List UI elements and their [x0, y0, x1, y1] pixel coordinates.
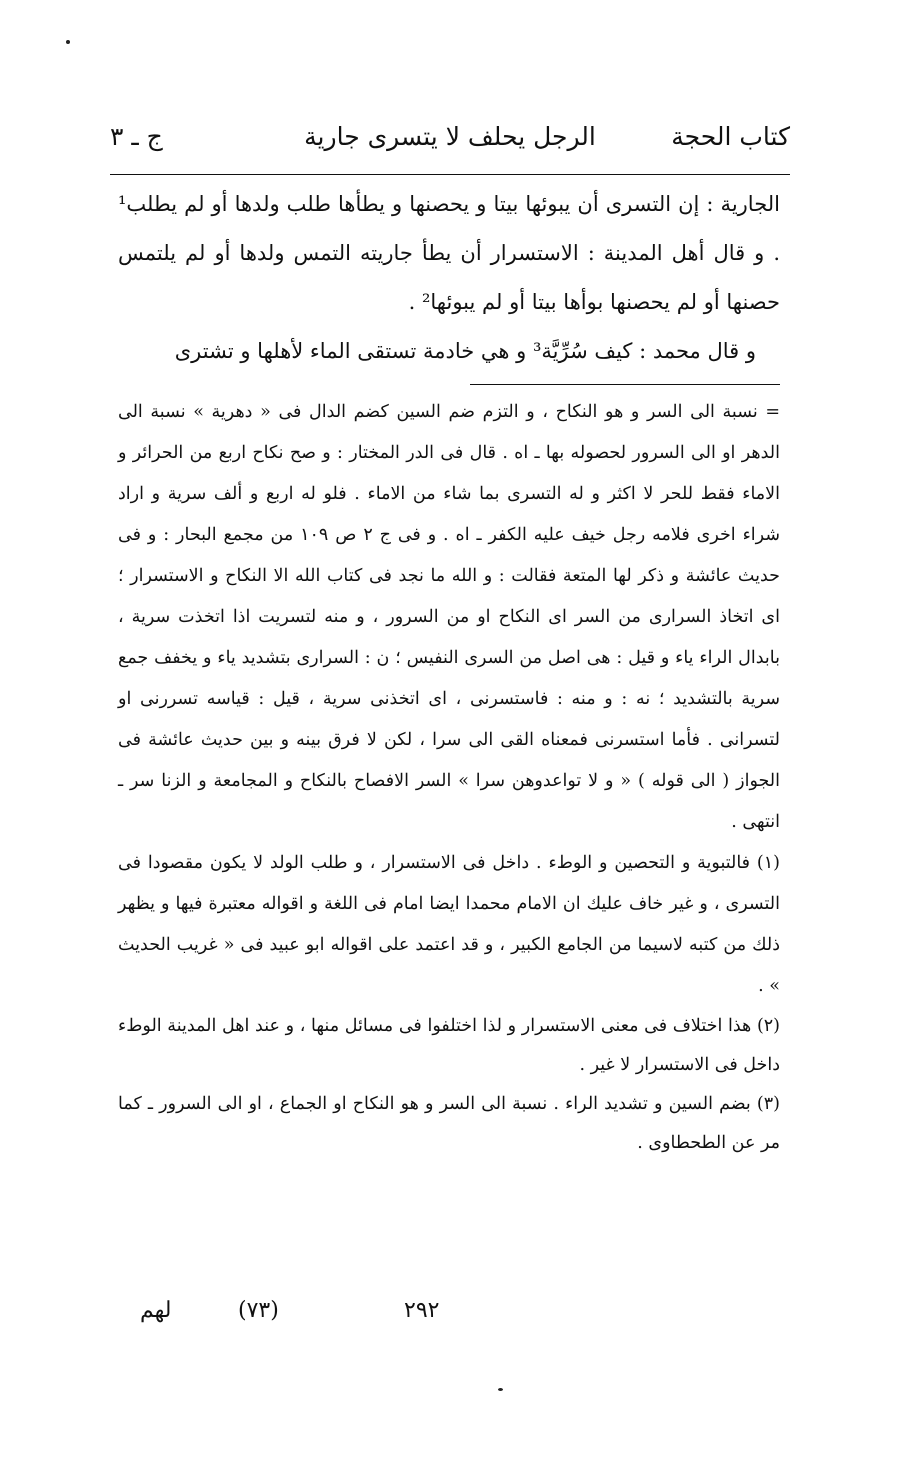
- header-book-title: كتاب الحجة: [671, 122, 790, 151]
- page-number: ٢٩٢: [404, 1298, 440, 1323]
- main-paragraph: و قال محمد : كيف سُرِّيَّة³ و هي خادمة تستقى الماء لأهلها و تشترى: [174, 339, 756, 363]
- footnote-2: (٢) هذا اختلاف فى معنى الاستسرار و لذا اختلفوا فى مسائل منها ، و عند اهل المدينة الوطء داخل فى الاستسرار لا غير .: [118, 1016, 780, 1075]
- main-text: [118, 180, 780, 376]
- sequence-number: (٧٣): [238, 1298, 279, 1323]
- footnote-1: (١) فالتبوية و التحصين و الوطء . داخل فى الاستسرار ، و طلب الولد لا يكون مقصودا فى التسرى ، و غير خاف عليك ان الامام محمدا ايضا امام فى اللغة و اقواله معتبرة فيها و يظهر ذلك من كتبه لاسيما من الجامع الكبير ، و قد اعتمد على اقواله ابو عبيد فى « غريب الحديث » .: [118, 853, 780, 996]
- footnotes: [118, 392, 780, 1163]
- header-rule: [110, 174, 790, 175]
- footnote-separator: [470, 384, 780, 385]
- header-volume: ج ـ ٣: [110, 122, 163, 151]
- scan-speck: [66, 40, 70, 44]
- signature-mark: لهم: [140, 1298, 172, 1323]
- main-paragraph: الجارية : إن التسرى أن يبوئها بيتا و يحصنها و يطأها طلب ولدها أو لم يطلب¹ . و قال أهل المدينة : الاستسرار أن يطأ جاريته التمس ولدها أو لم يلتمس حصنها أو لم يحصنها بوأها بيتا أو لم يبوئها² .: [118, 192, 780, 314]
- scan-speck: [498, 1388, 503, 1391]
- running-header: [110, 122, 790, 166]
- header-chapter-title: الرجل يحلف لا يتسرى جارية: [304, 122, 596, 151]
- footnote-3: (٣) بضم السين و تشديد الراء . نسبة الى السر و هو النكاح او الجماع ، او الى السرور ـ كما مر عن الطحطاوى .: [118, 1094, 780, 1153]
- footnote-continuation: = نسبة الى السر و هو النكاح ، و التزم ضم السين كضم الدال فى « دهرية » نسبة الى الدهر او الى السرور لحصوله بها ـ اه . قال فى الدر المختار : و صح نكاح اربع من الحرائر و الاماء فقط للحر لا اكثر و له التسرى بما شاء من الاماء . فلو له اربع و ألف سرية و اراد شراء اخرى فلامه رجل خيف عليه الكفر ـ اه . و فى ج ٢ ص ١٠٩ من مجمع البحار : و فى حديث عائشة و ذكر لها المتعة فقالت : و الله ما نجد فى كتاب الله الا النكاح و الاستسرار ؛ اى اتخاذ السرارى من السر اى النكاح او من السرور ، و منه لتسريت اذا اتخذت سرية ، بابدال الراء ياء و قيل : هى اصل من السرى النفيس ؛ ن : السرارى بتشديد ياء و يخفف جمع سرية بالتشديد ؛ نه : و منه : فاستسرنى ، اى اتخذنى سرية ، قيل : قياسه تسررنى او لتسرانى . فأما استسرنى فمعناه القى الى سرا ، لكن لا فرق بينه و بين حديث عائشة فى الجواز ( الى قوله ) « و لا تواعدوهن سرا » السر الافصاح بالنكاح و المجامعة و الزنا سر ـ انتهى .: [118, 402, 780, 832]
